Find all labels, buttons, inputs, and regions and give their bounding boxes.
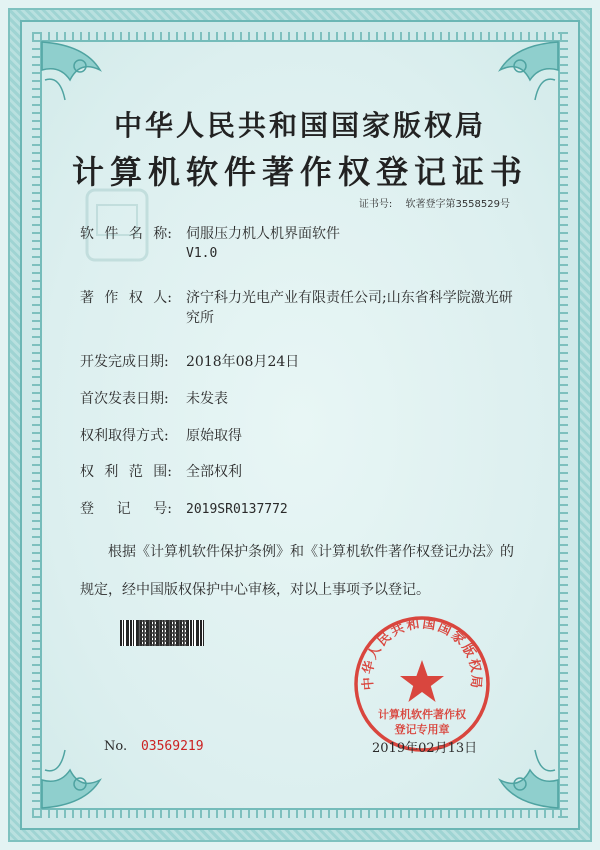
first-publish-date-row [80,389,550,409]
first-publish-date-label: 首次发表日期: [80,391,169,407]
seal-inner-line-1: 计算机软件著作权 [378,708,466,721]
first-publish-date-value: 未发表 [186,391,228,407]
software-name-value: 伺服压力机人机界面软件 V1.0 [186,226,340,261]
certificate-title: 计算机软件著作权登记证书 [71,153,528,191]
rights-scope-row [80,462,550,482]
serial-number-value: 03569219 [140,739,204,754]
rights-scope-value: 全部权利 [186,464,242,480]
registration-number-label: 登 记 号: [80,501,172,517]
qr-code-icon [138,620,188,646]
copyright-holder-value: 济宁科力光电产业有限责任公司;山东省科学院激光研 究所 [186,290,513,326]
statement-line-1: 根据《计算机软件保护条例》和《计算机软件著作权登记办法》的 [108,544,514,560]
serial-number [104,739,204,754]
statement-line-2: 规定，经中国版权保护中心审核，对以上事项予以登记。 [80,582,430,598]
registration-number-row [80,499,550,520]
acquisition-method-label: 权利取得方式: [80,428,169,444]
completion-date-row [80,352,550,372]
certificate-number [359,195,510,210]
serial-number-label: No. [104,739,128,754]
seal-outer-text: 中华人民共和国国家版权局 [360,616,484,691]
software-name-row [80,224,550,264]
copyright-holder-label: 著 作 权 人: [80,290,172,306]
corner-ornament-icon [470,40,560,110]
rights-scope-label: 权 利 范 围: [80,464,172,480]
completion-date-value: 2018年08月24日 [186,354,300,370]
seal-star-icon [400,660,444,702]
acquisition-method-value: 原始取得 [186,428,242,444]
copyright-holder-row [80,288,550,328]
registration-number-value: 2019SR0137772 [186,502,288,517]
completion-date-label: 开发完成日期: [80,354,169,370]
software-name-label: 软 件 名 称: [80,226,172,242]
seal-inner-line-2: 登记专用章 [394,723,450,736]
official-seal [352,614,492,754]
issuing-agency: 中华人民共和国国家版权局 [113,109,486,142]
certificate-number-value: 软著登字第3558529号 [405,199,510,210]
corner-ornament-icon [40,40,130,110]
certificate-number-label: 证书号: [358,199,393,210]
issue-date: 2019年02月13日 [372,741,478,756]
acquisition-method-row [80,426,550,446]
